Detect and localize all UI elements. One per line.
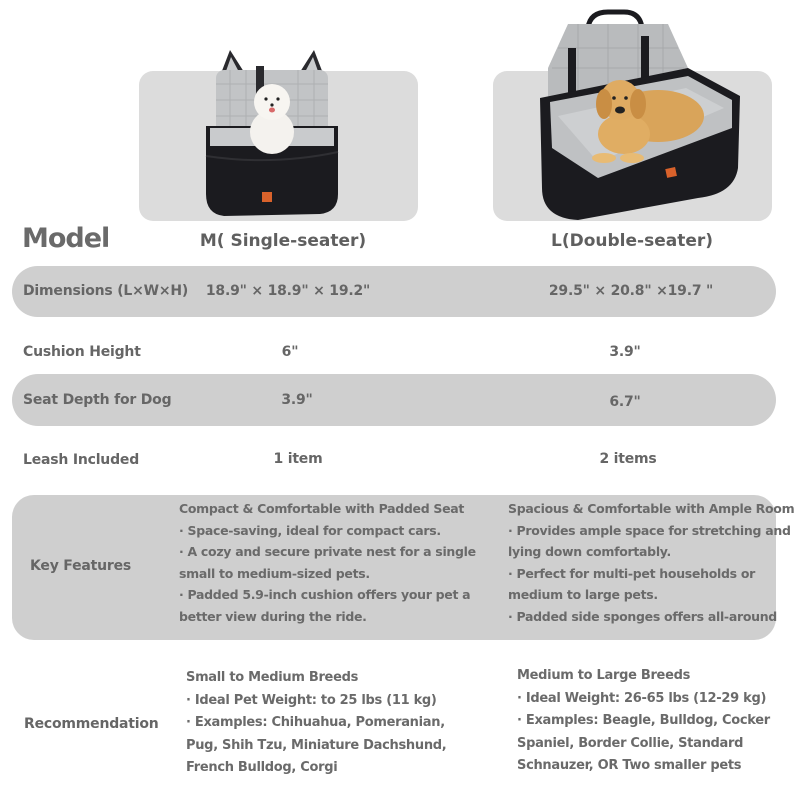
seat-depth-m-value: 3.9" — [281, 392, 313, 408]
recommendation-line: Spaniel, Border Collie, Standard — [517, 735, 744, 751]
row-label-cushion-height: Cushion Height — [23, 344, 141, 360]
cushion-height-m-value: 6" — [281, 344, 299, 360]
row-label-leash-included: Leash Included — [23, 452, 140, 468]
feature-line: small to medium-sized pets. — [179, 565, 370, 581]
leash-m-value: 1 item — [273, 451, 323, 467]
key-features-l — [508, 498, 794, 627]
key-features-m — [179, 498, 476, 627]
recommendation-line: · Ideal Pet Weight: to 25 lbs (11 kg) — [186, 692, 437, 708]
model-header-title: Model — [22, 223, 110, 254]
seat-depth-l-value: 6.7" — [609, 394, 641, 410]
recommendation-line: French Bulldog, Corgi — [186, 760, 338, 775]
column-header-m: M( Single-seater) — [199, 231, 367, 251]
feature-line: · Padded side sponges offers all-around — [508, 608, 777, 624]
dimensions-l-value: 29.5" × 20.8" ×19.7 " — [548, 283, 714, 299]
recommendation-line: Medium to Large Breeds — [517, 668, 691, 683]
feature-line: Spacious & Comfortable with Ample Room — [508, 501, 795, 516]
recommendation-l — [517, 665, 770, 778]
row-label-dimensions: Dimensions (L×W×H) — [23, 283, 189, 299]
recommendation-m — [186, 667, 446, 780]
recommendation-line: Small to Medium Breeds — [186, 670, 359, 685]
leash-l-value: 2 items — [599, 451, 657, 467]
feature-line: · A cozy and secure private nest for a single — [179, 544, 476, 559]
column-header-l: L(Double-seater) — [550, 231, 714, 251]
feature-line: medium to large pets. — [508, 587, 658, 602]
feature-line: · Padded 5.9-inch cushion offers your pet a — [179, 587, 471, 602]
feature-line: better view during the ride. — [179, 608, 367, 624]
feature-line: · Provides ample space for stretching and — [508, 522, 791, 538]
double-seat-product-image — [538, 8, 748, 220]
recommendation-line: Pug, Shih Tzu, Miniature Dachshund, — [186, 737, 447, 753]
recommendation-line: · Examples: Chihuahua, Pomeranian, — [186, 715, 445, 730]
row-label-seat-depth: Seat Depth for Dog — [23, 392, 172, 408]
row-label-key-features: Key Features — [30, 558, 132, 574]
feature-line: · Space-saving, ideal for compact cars. — [179, 522, 441, 538]
recommendation-line: · Ideal Weight: 26-65 lbs (12-29 kg) — [517, 690, 767, 706]
feature-line: · Perfect for multi-pet households or — [508, 565, 755, 581]
cushion-height-l-value: 3.9" — [609, 344, 641, 360]
feature-line: lying down comfortably. — [508, 544, 671, 559]
single-seat-product-image — [200, 44, 345, 220]
feature-line: Compact & Comfortable with Padded Seat — [179, 501, 465, 516]
dimensions-m-value: 18.9" × 18.9" × 19.2" — [205, 283, 371, 299]
recommendation-line: · Examples: Beagle, Bulldog, Cocker — [517, 713, 770, 728]
row-label-recommendation: Recommendation — [24, 716, 159, 732]
recommendation-line: Schnauzer, OR Two smaller pets — [517, 758, 742, 773]
